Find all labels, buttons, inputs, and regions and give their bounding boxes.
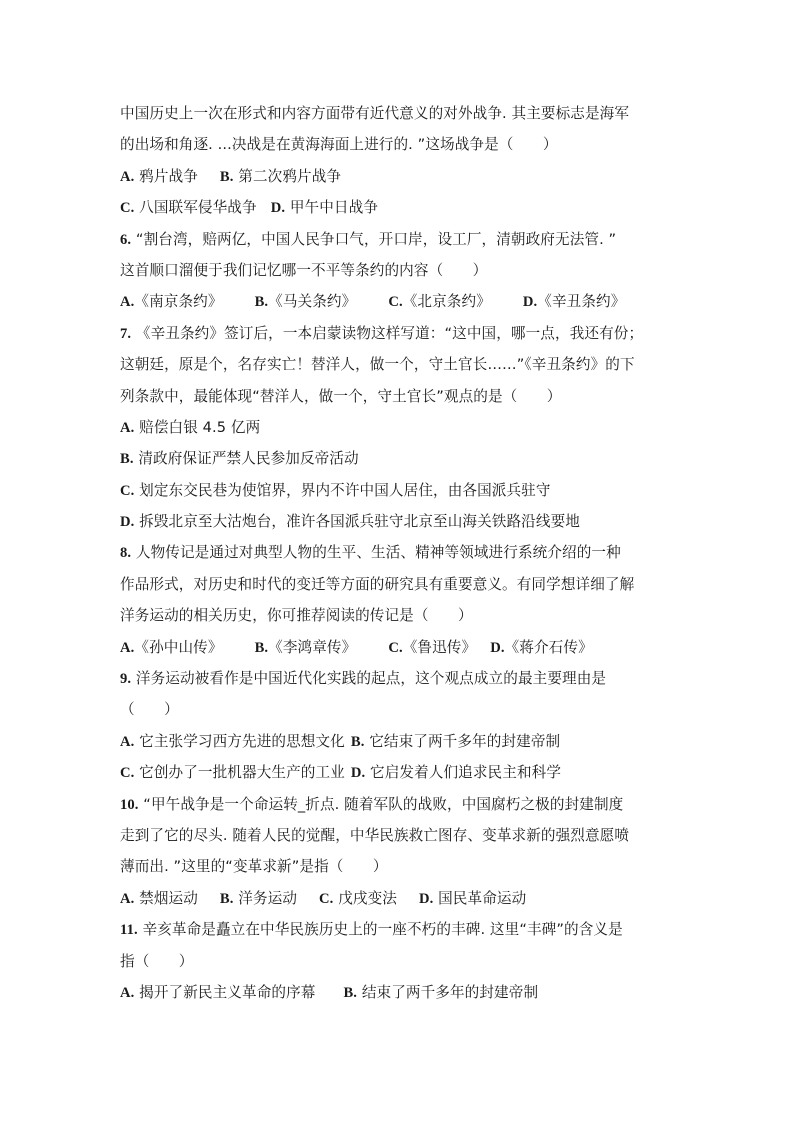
option-a: A. 揭开了新民主义革命的序幕 bbox=[120, 983, 316, 1001]
option-a: A.《南京条约》 bbox=[120, 293, 223, 311]
question-7-option-d: D. 拆毁北京至大沽炮台，准许各国派兵驻守北京至山海关铁路沿线要地 bbox=[120, 513, 580, 531]
option-d: D. 它启发着人们追求民主和科学 bbox=[350, 764, 562, 782]
question-11-options bbox=[120, 977, 680, 1008]
question-9-options-row-1 bbox=[120, 726, 680, 757]
option-a: A.《孙中山传》 bbox=[120, 638, 223, 656]
question-7-line-1: 7. 《辛丑条约》签订后，一本启蒙读物这样写道：“这中国，哪一点，我还有份； bbox=[120, 324, 644, 342]
option-d: D.《辛丑条约》 bbox=[522, 293, 626, 311]
option-d: D. 甲午中日战争 bbox=[270, 199, 379, 217]
question-intro-line-2: 的出场和角逐. ...决战是在黄海海面上进行的. ”这场战争是（ ） bbox=[120, 136, 558, 154]
question-8-line-2: 作品形式，对历史和时代的变迁等方面的研究具有重要意义。有同学想详细了解 bbox=[120, 575, 635, 593]
question-8-options bbox=[120, 632, 680, 663]
question-7-option-a: A. 赔偿白银 4.5 亿两 bbox=[120, 418, 261, 436]
option-b: B.《马关条约》 bbox=[254, 293, 357, 311]
question-number: 8. bbox=[120, 545, 132, 562]
question-intro-options-row-1 bbox=[120, 161, 680, 192]
option-c: C.《北京条约》 bbox=[388, 293, 491, 311]
option-c: C. 八国联军侵华战争 bbox=[120, 199, 257, 217]
question-9-options-row-2 bbox=[120, 757, 680, 788]
question-intro-options-row-2 bbox=[120, 192, 680, 223]
question-8-line-3: 洋务运动的相关历史，你可推荐阅读的传记是（ ） bbox=[120, 607, 473, 625]
question-10-options bbox=[120, 883, 680, 914]
question-11-line-1: 11. 辛亥革命是矗立在中华民族历史上的一座不朽的丰碑. 这里“丰碑”的含义是 bbox=[120, 921, 623, 939]
option-b: B. 洋务运动 bbox=[219, 889, 298, 907]
question-intro-line-1: 中国历史上一次在形式和内容方面带有近代意义的对外战争. 其主要标志是海军 bbox=[120, 105, 630, 122]
question-6-line-2: 这首顺口溜便于我们记忆哪一不平等条约的内容（ ） bbox=[120, 261, 488, 279]
question-8-line-1: 8. 人物传记是通过对典型人物的生平、生活、精神等领域进行系统介绍的一种 bbox=[120, 544, 621, 562]
option-b: B. 结束了两千多年的封建帝制 bbox=[343, 983, 539, 1001]
question-9-line-1: 9. 洋务运动被看作是中国近代化实践的起点，这个观点成立的最主要理由是 bbox=[120, 670, 607, 688]
question-10-line-3: 薄而出. ”这里的“变革求新”是指（ ） bbox=[120, 858, 388, 876]
question-number: 11. bbox=[120, 922, 138, 939]
question-list bbox=[120, 98, 680, 1008]
option-a: A. 它主张学习西方先进的思想文化 bbox=[120, 732, 345, 750]
question-11-line-2: 指（ ） bbox=[120, 952, 194, 970]
question-9-line-2: （ ） bbox=[120, 701, 179, 719]
question-7-option-c: C. 划定东交民巷为使馆界，界内不许中国人居住，由各国派兵驻守 bbox=[120, 481, 551, 499]
question-6-line-1: 6. “割台湾，赔两亿，中国人民争口气，开口岸，设工厂，清朝政府无法管. ” bbox=[120, 230, 617, 248]
option-d: D. 国民革命运动 bbox=[418, 889, 527, 907]
question-7-line-2: 这朝廷，原是个，名存实亡！替洋人，做一个，守土官长……”《辛丑条约》的下 bbox=[120, 356, 635, 374]
question-7-line-3: 列条款中，最能体现“替洋人，做一个，守土官长”观点的是（ ） bbox=[120, 387, 562, 405]
option-d: D.《蒋介石传》 bbox=[490, 638, 593, 656]
question-7-option-b: B. 清政府保证严禁人民参加反帝活动 bbox=[120, 450, 359, 468]
question-6-options bbox=[120, 286, 680, 317]
question-number: 6. bbox=[120, 231, 132, 248]
option-b: B. 第二次鸦片战争 bbox=[219, 167, 342, 185]
question-10-line-1: 10. “甲午战争是一个命运转_折点. 随着军队的战败，中国腐朽之极的封建制度 bbox=[120, 795, 624, 813]
option-a: A. 鸦片战争 bbox=[120, 167, 198, 185]
question-number: 10. bbox=[120, 796, 139, 813]
option-a: A. 禁烟运动 bbox=[120, 889, 198, 907]
question-number: 9. bbox=[120, 671, 132, 688]
option-c: C. 它创办了一批机器大生产的工业 bbox=[120, 764, 345, 782]
option-c: C. 戊戌变法 bbox=[319, 889, 397, 907]
question-number: 7. bbox=[120, 325, 132, 342]
option-c: C.《鲁迅传》 bbox=[388, 638, 477, 656]
question-10-line-2: 走到了它的尽头. 随着人民的觉醒，中华民族救亡图存、变革求新的强烈意愿喷 bbox=[120, 826, 630, 844]
option-b: B.《李鸿章传》 bbox=[254, 638, 357, 656]
option-b: B. 它结束了两千多年的封建帝制 bbox=[350, 732, 561, 750]
